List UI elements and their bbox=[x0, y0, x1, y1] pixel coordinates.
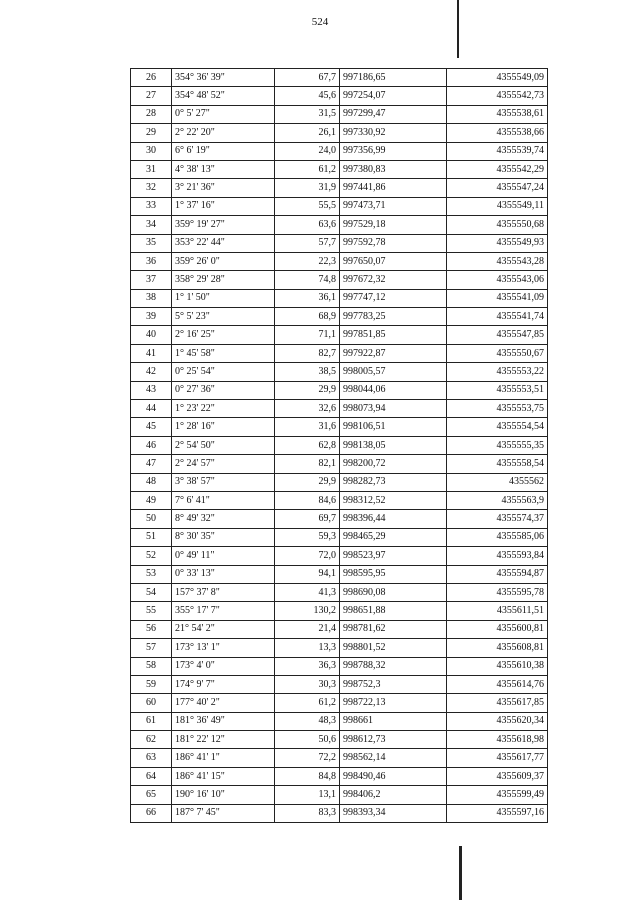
y-coordinate-cell: 4355609,37 bbox=[447, 767, 548, 785]
length-cell: 72,2 bbox=[275, 749, 340, 767]
length-cell: 31,5 bbox=[275, 105, 340, 123]
table-row bbox=[131, 87, 548, 105]
angle-cell: 2° 16' 25" bbox=[172, 326, 275, 344]
length-cell: 55,5 bbox=[275, 197, 340, 215]
x-coordinate-cell: 998661 bbox=[340, 712, 447, 730]
x-coordinate-cell: 997672,32 bbox=[340, 271, 447, 289]
coordinates-table bbox=[130, 68, 548, 823]
point-number-cell: 51 bbox=[131, 528, 172, 546]
table-row bbox=[131, 363, 548, 381]
page-number: 524 bbox=[311, 16, 329, 28]
length-cell: 22,3 bbox=[275, 252, 340, 270]
y-coordinate-cell: 4355543,28 bbox=[447, 252, 548, 270]
length-cell: 61,2 bbox=[275, 694, 340, 712]
angle-cell: 174° 9' 7" bbox=[172, 675, 275, 693]
angle-cell: 1° 37' 16" bbox=[172, 197, 275, 215]
point-number-cell: 58 bbox=[131, 657, 172, 675]
table-row bbox=[131, 234, 548, 252]
table-row bbox=[131, 565, 548, 583]
angle-cell: 3° 38' 57" bbox=[172, 473, 275, 491]
table-row bbox=[131, 620, 548, 638]
angle-cell: 5° 5' 23" bbox=[172, 308, 275, 326]
y-coordinate-cell: 4355547,24 bbox=[447, 179, 548, 197]
point-number-cell: 28 bbox=[131, 105, 172, 123]
angle-cell: 355° 17' 7" bbox=[172, 602, 275, 620]
table-row bbox=[131, 749, 548, 767]
table-row bbox=[131, 473, 548, 491]
table-row bbox=[131, 326, 548, 344]
table-row bbox=[131, 289, 548, 307]
length-cell: 48,3 bbox=[275, 712, 340, 730]
table-row bbox=[131, 418, 548, 436]
y-coordinate-cell: 4355541,74 bbox=[447, 308, 548, 326]
length-cell: 31,9 bbox=[275, 179, 340, 197]
x-coordinate-cell: 998523,97 bbox=[340, 547, 447, 565]
table-row bbox=[131, 786, 548, 804]
length-cell: 130,2 bbox=[275, 602, 340, 620]
length-cell: 63,6 bbox=[275, 216, 340, 234]
y-coordinate-cell: 4355549,11 bbox=[447, 197, 548, 215]
table-row bbox=[131, 308, 548, 326]
point-number-cell: 47 bbox=[131, 455, 172, 473]
x-coordinate-cell: 998396,44 bbox=[340, 510, 447, 528]
length-cell: 62,8 bbox=[275, 436, 340, 454]
length-cell: 32,6 bbox=[275, 400, 340, 418]
x-coordinate-cell: 998138,05 bbox=[340, 436, 447, 454]
x-coordinate-cell: 998612,73 bbox=[340, 731, 447, 749]
x-coordinate-cell: 998282,73 bbox=[340, 473, 447, 491]
table-row bbox=[131, 583, 548, 601]
angle-cell: 157° 37' 8" bbox=[172, 583, 275, 601]
coordinates-table-body bbox=[131, 69, 548, 823]
y-coordinate-cell: 4355610,38 bbox=[447, 657, 548, 675]
table-row bbox=[131, 804, 548, 822]
x-coordinate-cell: 997330,92 bbox=[340, 124, 447, 142]
x-coordinate-cell: 997473,71 bbox=[340, 197, 447, 215]
length-cell: 21,4 bbox=[275, 620, 340, 638]
angle-cell: 6° 6' 19" bbox=[172, 142, 275, 160]
x-coordinate-cell: 998651,88 bbox=[340, 602, 447, 620]
x-coordinate-cell: 998722,13 bbox=[340, 694, 447, 712]
table-row bbox=[131, 510, 548, 528]
table-row bbox=[131, 712, 548, 730]
x-coordinate-cell: 998044,06 bbox=[340, 381, 447, 399]
table-row bbox=[131, 731, 548, 749]
angle-cell: 1° 28' 16" bbox=[172, 418, 275, 436]
x-coordinate-cell: 997747,12 bbox=[340, 289, 447, 307]
table-row bbox=[131, 694, 548, 712]
point-number-cell: 59 bbox=[131, 675, 172, 693]
y-coordinate-cell: 4355599,49 bbox=[447, 786, 548, 804]
point-number-cell: 63 bbox=[131, 749, 172, 767]
length-cell: 31,6 bbox=[275, 418, 340, 436]
point-number-cell: 43 bbox=[131, 381, 172, 399]
y-coordinate-cell: 4355543,06 bbox=[447, 271, 548, 289]
angle-cell: 0° 27' 36" bbox=[172, 381, 275, 399]
point-number-cell: 44 bbox=[131, 400, 172, 418]
table-row bbox=[131, 344, 548, 362]
point-number-cell: 29 bbox=[131, 124, 172, 142]
y-coordinate-cell: 4355617,85 bbox=[447, 694, 548, 712]
y-coordinate-cell: 4355617,77 bbox=[447, 749, 548, 767]
x-coordinate-cell: 998752,3 bbox=[340, 675, 447, 693]
x-coordinate-cell: 997356,99 bbox=[340, 142, 447, 160]
x-coordinate-cell: 997529,18 bbox=[340, 216, 447, 234]
angle-cell: 181° 22' 12" bbox=[172, 731, 275, 749]
point-number-cell: 38 bbox=[131, 289, 172, 307]
table-row bbox=[131, 179, 548, 197]
length-cell: 74,8 bbox=[275, 271, 340, 289]
y-coordinate-cell: 4355542,29 bbox=[447, 160, 548, 178]
length-cell: 61,2 bbox=[275, 160, 340, 178]
y-coordinate-cell: 4355597,16 bbox=[447, 804, 548, 822]
length-cell: 94,1 bbox=[275, 565, 340, 583]
x-coordinate-cell: 997254,07 bbox=[340, 87, 447, 105]
point-number-cell: 50 bbox=[131, 510, 172, 528]
x-coordinate-cell: 998073,94 bbox=[340, 400, 447, 418]
point-number-cell: 49 bbox=[131, 491, 172, 509]
length-cell: 13,1 bbox=[275, 786, 340, 804]
table-row bbox=[131, 69, 548, 87]
point-number-cell: 32 bbox=[131, 179, 172, 197]
table-row bbox=[131, 160, 548, 178]
table-row bbox=[131, 105, 548, 123]
point-number-cell: 39 bbox=[131, 308, 172, 326]
y-coordinate-cell: 4355555,35 bbox=[447, 436, 548, 454]
table-row bbox=[131, 271, 548, 289]
angle-cell: 8° 49' 32" bbox=[172, 510, 275, 528]
angle-cell: 177° 40' 2" bbox=[172, 694, 275, 712]
point-number-cell: 31 bbox=[131, 160, 172, 178]
length-cell: 24,0 bbox=[275, 142, 340, 160]
table-row bbox=[131, 455, 548, 473]
y-coordinate-cell: 4355585,06 bbox=[447, 528, 548, 546]
x-coordinate-cell: 997299,47 bbox=[340, 105, 447, 123]
table-row bbox=[131, 528, 548, 546]
length-cell: 30,3 bbox=[275, 675, 340, 693]
angle-cell: 2° 22' 20" bbox=[172, 124, 275, 142]
length-cell: 84,6 bbox=[275, 491, 340, 509]
length-cell: 71,1 bbox=[275, 326, 340, 344]
y-coordinate-cell: 4355611,51 bbox=[447, 602, 548, 620]
angle-cell: 173° 13' 1" bbox=[172, 639, 275, 657]
point-number-cell: 35 bbox=[131, 234, 172, 252]
angle-cell: 1° 1' 50" bbox=[172, 289, 275, 307]
point-number-cell: 52 bbox=[131, 547, 172, 565]
x-coordinate-cell: 997441,86 bbox=[340, 179, 447, 197]
point-number-cell: 66 bbox=[131, 804, 172, 822]
point-number-cell: 34 bbox=[131, 216, 172, 234]
y-coordinate-cell: 4355554,54 bbox=[447, 418, 548, 436]
y-coordinate-cell: 4355600,81 bbox=[447, 620, 548, 638]
length-cell: 13,3 bbox=[275, 639, 340, 657]
point-number-cell: 64 bbox=[131, 767, 172, 785]
y-coordinate-cell: 4355550,67 bbox=[447, 344, 548, 362]
point-number-cell: 42 bbox=[131, 363, 172, 381]
table-row bbox=[131, 252, 548, 270]
angle-cell: 358° 29' 28" bbox=[172, 271, 275, 289]
length-cell: 83,3 bbox=[275, 804, 340, 822]
y-coordinate-cell: 4355614,76 bbox=[447, 675, 548, 693]
y-coordinate-cell: 4355595,78 bbox=[447, 583, 548, 601]
length-cell: 36,1 bbox=[275, 289, 340, 307]
y-coordinate-cell: 4355538,66 bbox=[447, 124, 548, 142]
x-coordinate-cell: 997380,83 bbox=[340, 160, 447, 178]
angle-cell: 354° 48' 52" bbox=[172, 87, 275, 105]
table-row bbox=[131, 547, 548, 565]
point-number-cell: 56 bbox=[131, 620, 172, 638]
table-row bbox=[131, 381, 548, 399]
y-coordinate-cell: 4355547,85 bbox=[447, 326, 548, 344]
y-coordinate-cell: 4355542,73 bbox=[447, 87, 548, 105]
angle-cell: 186° 41' 15" bbox=[172, 767, 275, 785]
point-number-cell: 53 bbox=[131, 565, 172, 583]
angle-cell: 173° 4' 0" bbox=[172, 657, 275, 675]
y-coordinate-cell: 4355618,98 bbox=[447, 731, 548, 749]
y-coordinate-cell: 4355562 bbox=[447, 473, 548, 491]
x-coordinate-cell: 998005,57 bbox=[340, 363, 447, 381]
length-cell: 69,7 bbox=[275, 510, 340, 528]
point-number-cell: 55 bbox=[131, 602, 172, 620]
point-number-cell: 37 bbox=[131, 271, 172, 289]
angle-cell: 187° 7' 45" bbox=[172, 804, 275, 822]
angle-cell: 359° 19' 27" bbox=[172, 216, 275, 234]
length-cell: 50,6 bbox=[275, 731, 340, 749]
point-number-cell: 48 bbox=[131, 473, 172, 491]
y-coordinate-cell: 4355594,87 bbox=[447, 565, 548, 583]
angle-cell: 181° 36' 49" bbox=[172, 712, 275, 730]
length-cell: 72,0 bbox=[275, 547, 340, 565]
angle-cell: 0° 49' 11" bbox=[172, 547, 275, 565]
table-row bbox=[131, 142, 548, 160]
x-coordinate-cell: 997186,65 bbox=[340, 69, 447, 87]
x-coordinate-cell: 997650,07 bbox=[340, 252, 447, 270]
y-coordinate-cell: 4355563,9 bbox=[447, 491, 548, 509]
y-coordinate-cell: 4355553,75 bbox=[447, 400, 548, 418]
point-number-cell: 45 bbox=[131, 418, 172, 436]
table-row bbox=[131, 491, 548, 509]
y-coordinate-cell: 4355538,61 bbox=[447, 105, 548, 123]
length-cell: 82,7 bbox=[275, 344, 340, 362]
table-row bbox=[131, 767, 548, 785]
angle-cell: 0° 25' 54" bbox=[172, 363, 275, 381]
point-number-cell: 54 bbox=[131, 583, 172, 601]
length-cell: 29,9 bbox=[275, 381, 340, 399]
length-cell: 45,6 bbox=[275, 87, 340, 105]
y-coordinate-cell: 4355541,09 bbox=[447, 289, 548, 307]
angle-cell: 8° 30' 35" bbox=[172, 528, 275, 546]
length-cell: 84,8 bbox=[275, 767, 340, 785]
point-number-cell: 57 bbox=[131, 639, 172, 657]
x-coordinate-cell: 998781,62 bbox=[340, 620, 447, 638]
table-row bbox=[131, 602, 548, 620]
angle-cell: 2° 54' 50" bbox=[172, 436, 275, 454]
y-coordinate-cell: 4355550,68 bbox=[447, 216, 548, 234]
x-coordinate-cell: 998393,34 bbox=[340, 804, 447, 822]
y-coordinate-cell: 4355593,84 bbox=[447, 547, 548, 565]
x-coordinate-cell: 998595,95 bbox=[340, 565, 447, 583]
y-coordinate-cell: 4355549,09 bbox=[447, 69, 548, 87]
x-coordinate-cell: 998801,52 bbox=[340, 639, 447, 657]
point-number-cell: 41 bbox=[131, 344, 172, 362]
x-coordinate-cell: 998465,29 bbox=[340, 528, 447, 546]
scan-edge-mark-bottom bbox=[459, 846, 462, 900]
point-number-cell: 36 bbox=[131, 252, 172, 270]
angle-cell: 1° 23' 22" bbox=[172, 400, 275, 418]
length-cell: 59,3 bbox=[275, 528, 340, 546]
table-row bbox=[131, 400, 548, 418]
x-coordinate-cell: 997783,25 bbox=[340, 308, 447, 326]
y-coordinate-cell: 4355549,93 bbox=[447, 234, 548, 252]
x-coordinate-cell: 998788,32 bbox=[340, 657, 447, 675]
y-coordinate-cell: 4355553,22 bbox=[447, 363, 548, 381]
x-coordinate-cell: 998312,52 bbox=[340, 491, 447, 509]
length-cell: 68,9 bbox=[275, 308, 340, 326]
length-cell: 41,3 bbox=[275, 583, 340, 601]
length-cell: 67,7 bbox=[275, 69, 340, 87]
point-number-cell: 65 bbox=[131, 786, 172, 804]
y-coordinate-cell: 4355620,34 bbox=[447, 712, 548, 730]
table-row bbox=[131, 436, 548, 454]
point-number-cell: 62 bbox=[131, 731, 172, 749]
length-cell: 36,3 bbox=[275, 657, 340, 675]
angle-cell: 0° 33' 13" bbox=[172, 565, 275, 583]
angle-cell: 2° 24' 57" bbox=[172, 455, 275, 473]
angle-cell: 7° 6' 41" bbox=[172, 491, 275, 509]
angle-cell: 190° 16' 10" bbox=[172, 786, 275, 804]
point-number-cell: 30 bbox=[131, 142, 172, 160]
point-number-cell: 60 bbox=[131, 694, 172, 712]
length-cell: 57,7 bbox=[275, 234, 340, 252]
x-coordinate-cell: 997851,85 bbox=[340, 326, 447, 344]
length-cell: 26,1 bbox=[275, 124, 340, 142]
angle-cell: 1° 45' 58" bbox=[172, 344, 275, 362]
y-coordinate-cell: 4355574,37 bbox=[447, 510, 548, 528]
point-number-cell: 27 bbox=[131, 87, 172, 105]
angle-cell: 4° 38' 13" bbox=[172, 160, 275, 178]
table-row bbox=[131, 639, 548, 657]
angle-cell: 354° 36' 39" bbox=[172, 69, 275, 87]
point-number-cell: 26 bbox=[131, 69, 172, 87]
table-row bbox=[131, 124, 548, 142]
angle-cell: 359° 26' 0" bbox=[172, 252, 275, 270]
point-number-cell: 33 bbox=[131, 197, 172, 215]
table-row bbox=[131, 675, 548, 693]
y-coordinate-cell: 4355553,51 bbox=[447, 381, 548, 399]
scan-edge-mark-top bbox=[457, 0, 459, 58]
x-coordinate-cell: 998106,51 bbox=[340, 418, 447, 436]
length-cell: 29,9 bbox=[275, 473, 340, 491]
x-coordinate-cell: 998406,2 bbox=[340, 786, 447, 804]
y-coordinate-cell: 4355558,54 bbox=[447, 455, 548, 473]
x-coordinate-cell: 998200,72 bbox=[340, 455, 447, 473]
table-row bbox=[131, 216, 548, 234]
angle-cell: 21° 54' 2" bbox=[172, 620, 275, 638]
x-coordinate-cell: 998562,14 bbox=[340, 749, 447, 767]
angle-cell: 353° 22' 44" bbox=[172, 234, 275, 252]
y-coordinate-cell: 4355539,74 bbox=[447, 142, 548, 160]
table-row bbox=[131, 197, 548, 215]
table-row bbox=[131, 657, 548, 675]
x-coordinate-cell: 998490,46 bbox=[340, 767, 447, 785]
angle-cell: 3° 21' 36" bbox=[172, 179, 275, 197]
angle-cell: 186° 41' 1" bbox=[172, 749, 275, 767]
x-coordinate-cell: 997922,87 bbox=[340, 344, 447, 362]
angle-cell: 0° 5' 27" bbox=[172, 105, 275, 123]
point-number-cell: 46 bbox=[131, 436, 172, 454]
point-number-cell: 40 bbox=[131, 326, 172, 344]
y-coordinate-cell: 4355608,81 bbox=[447, 639, 548, 657]
length-cell: 82,1 bbox=[275, 455, 340, 473]
x-coordinate-cell: 998690,08 bbox=[340, 583, 447, 601]
x-coordinate-cell: 997592,78 bbox=[340, 234, 447, 252]
point-number-cell: 61 bbox=[131, 712, 172, 730]
length-cell: 38,5 bbox=[275, 363, 340, 381]
